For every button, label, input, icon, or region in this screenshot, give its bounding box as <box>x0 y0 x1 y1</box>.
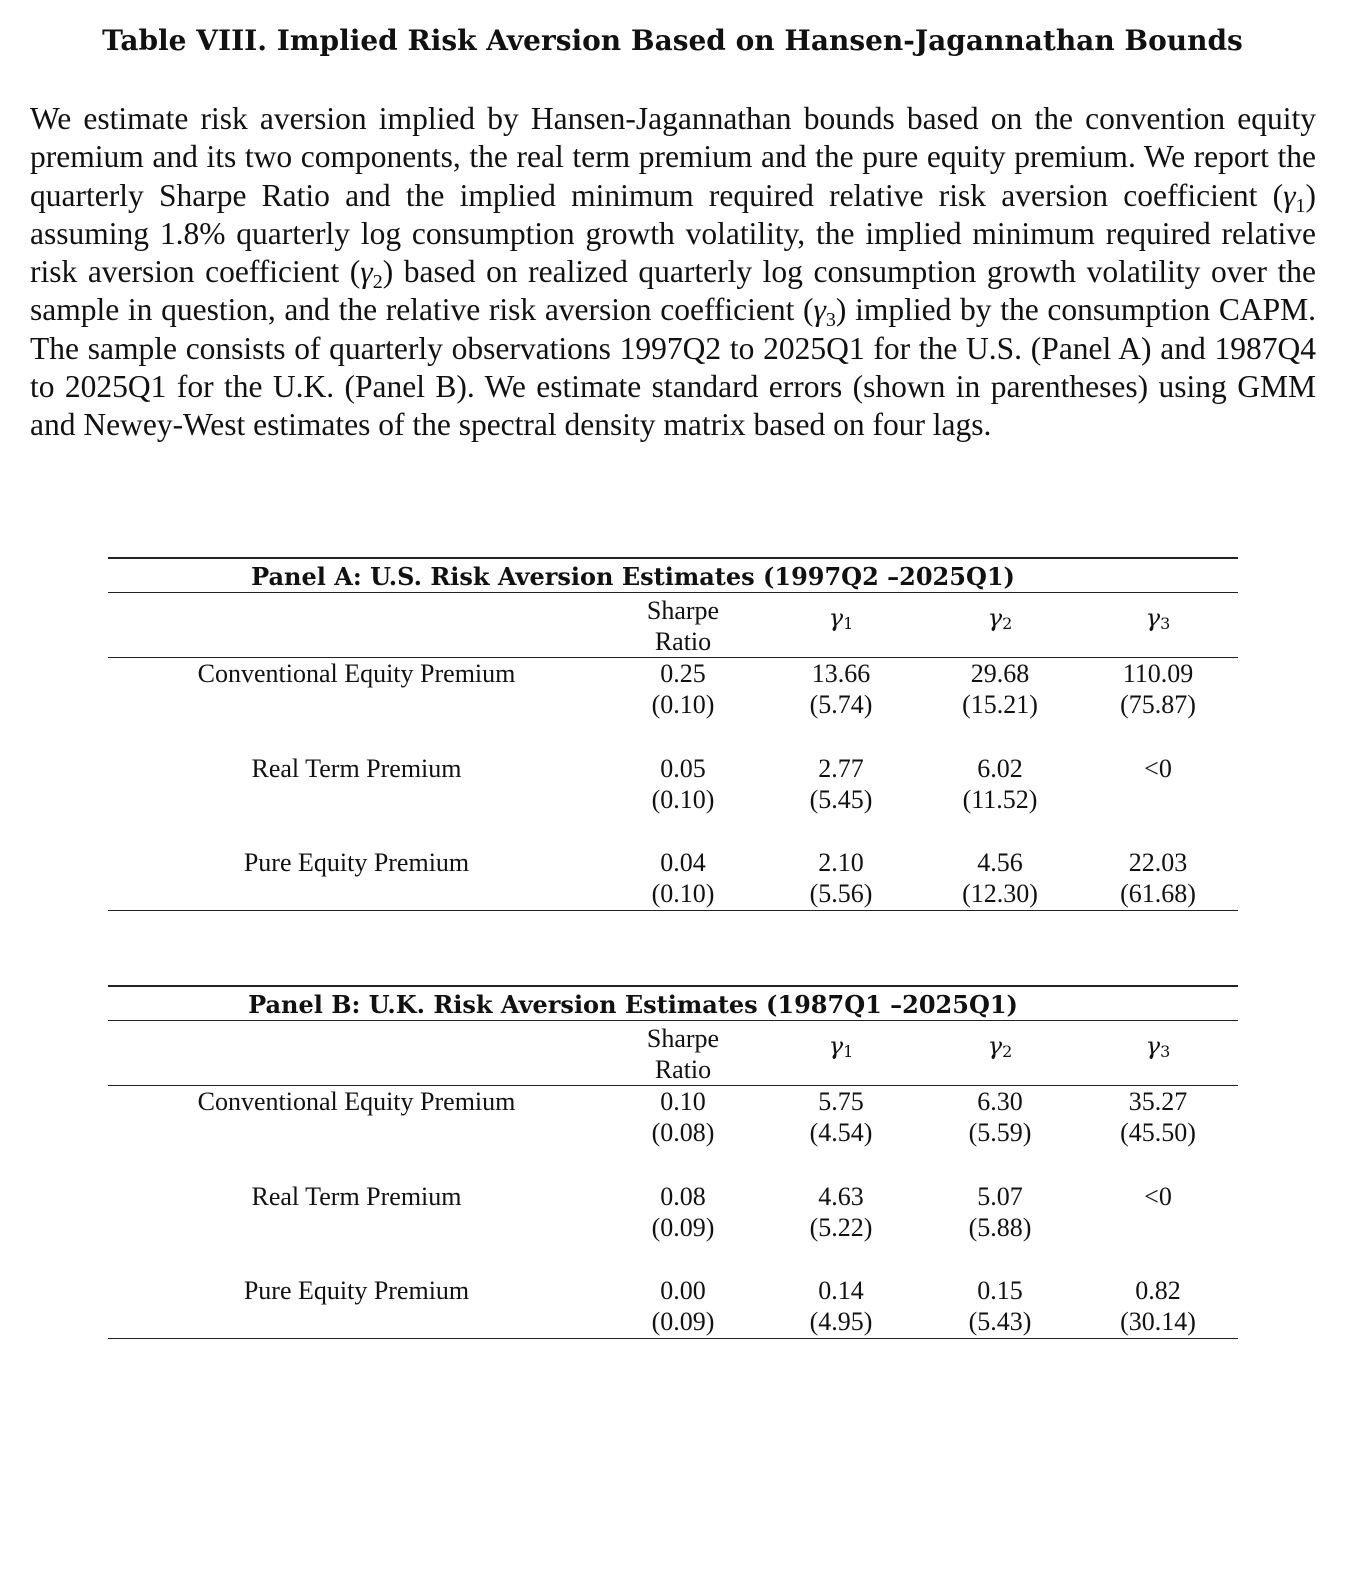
sharpe-cell <box>603 658 763 720</box>
sharpe-header-line-1: Sharpe <box>646 596 720 625</box>
description-part-1: We estimate risk aversion implied by Hansen-Jagannathan bounds based on the convention equity premium and its two components, the real term premium and the pure equity premium. We report the quarterly Sharpe Ratio and the implied minimum required relative risk aversion coefficient ( <box>30 101 1316 213</box>
page-title: Table VIII. Implied Risk Aversion Based on Hansen-Jagannathan Bounds <box>102 24 1243 57</box>
estimate-value: 13.66 <box>811 659 871 688</box>
gamma-3-cell <box>1078 753 1238 784</box>
gamma-2-cell <box>920 1181 1080 1243</box>
gamma-1-header <box>761 1031 921 1062</box>
estimate-value: 5.75 <box>818 1087 864 1116</box>
estimate-value: 0.08 <box>660 1182 706 1211</box>
standard-error: (0.10) <box>651 879 715 908</box>
gamma-1-cell <box>761 847 921 909</box>
row-label: Real Term Premium <box>251 1182 462 1211</box>
gamma-1-header-subscript: 1 <box>843 614 854 633</box>
gamma-1-header <box>761 603 921 634</box>
gamma-1-header-subscript: 1 <box>843 1042 854 1061</box>
standard-error: (0.10) <box>651 690 715 719</box>
standard-error: (0.10) <box>651 785 715 814</box>
description-part-2: ) assuming 1.8% quarterly log consumption growth volatility, the implied minimum required relative risk aversion coefficient ( <box>30 177 1316 290</box>
gamma-2-subscript: 2 <box>372 271 383 294</box>
standard-error: (5.45) <box>809 785 873 814</box>
estimate-value: 0.00 <box>660 1276 706 1305</box>
sharpe-ratio-header <box>603 1023 763 1085</box>
sharpe-ratio-header <box>603 595 763 657</box>
gamma-3-cell <box>1078 847 1238 909</box>
estimate-value: 4.56 <box>977 848 1023 877</box>
row-label: Real Term Premium <box>251 754 462 783</box>
standard-error: (5.56) <box>809 879 873 908</box>
gamma-2-cell <box>920 753 1080 815</box>
estimate-value: 0.04 <box>660 848 706 877</box>
standard-error: (5.22) <box>809 1213 873 1242</box>
gamma-3-header-subscript: 3 <box>1160 1042 1171 1061</box>
gamma-1-cell <box>761 1086 921 1148</box>
standard-error: (4.54) <box>809 1118 873 1147</box>
estimate-value: <0 <box>1144 1182 1172 1211</box>
standard-error: (0.09) <box>651 1307 715 1336</box>
gamma-2-header-subscript: 2 <box>1002 614 1013 633</box>
estimate-value: 5.07 <box>977 1182 1023 1211</box>
standard-error: (5.43) <box>968 1307 1032 1336</box>
sharpe-cell <box>603 847 763 909</box>
gamma-2-cell <box>920 1086 1080 1148</box>
description-part-3: ) based on realized quarterly log consumption growth volatility over the sample in question, and the relative risk aversion coefficient ( <box>30 254 1316 328</box>
row-label: Conventional Equity Premium <box>197 659 516 688</box>
standard-error: (15.21) <box>962 690 1038 719</box>
estimate-value: 22.03 <box>1128 848 1188 877</box>
estimate-value: 0.10 <box>660 1087 706 1116</box>
row-label: Pure Equity Premium <box>243 848 470 877</box>
panel-b-body <box>108 1086 1238 1338</box>
sharpe-header-line-2: Ratio <box>654 1055 712 1084</box>
standard-error: (5.59) <box>968 1118 1032 1147</box>
gamma-1-cell <box>761 658 921 720</box>
row-label: Conventional Equity Premium <box>197 1087 516 1116</box>
table-row <box>108 1086 1238 1150</box>
gamma-3-cell <box>1078 1275 1238 1337</box>
panel-a-column-header <box>108 593 1238 657</box>
standard-error: (5.88) <box>968 1213 1032 1242</box>
estimate-value: 29.68 <box>970 659 1030 688</box>
table-row <box>108 1181 1238 1245</box>
sharpe-cell <box>603 1275 763 1337</box>
sharpe-header-line-2: Ratio <box>654 627 712 656</box>
estimate-value: 0.25 <box>660 659 706 688</box>
panel-a-title: Panel A: U.S. Risk Aversion Estimates (1997Q2 –2025Q1) <box>251 562 1015 591</box>
table-row <box>108 753 1238 817</box>
standard-error: (45.50) <box>1120 1118 1196 1147</box>
gamma-3-symbol: γ <box>813 292 826 328</box>
gamma-2-header-subscript: 2 <box>1002 1042 1013 1061</box>
gamma-3-cell <box>1078 658 1238 720</box>
estimate-value: 4.63 <box>818 1182 864 1211</box>
gamma-2-cell <box>920 658 1080 720</box>
table-row <box>108 658 1238 722</box>
gamma-3-cell <box>1078 1086 1238 1148</box>
gamma-3-header-subscript: 3 <box>1160 614 1171 633</box>
estimate-value: 2.77 <box>818 754 864 783</box>
table-row <box>108 1275 1238 1339</box>
gamma-1-cell <box>761 1275 921 1337</box>
gamma-2-symbol: γ <box>360 254 373 290</box>
gamma-2-cell <box>920 847 1080 909</box>
standard-error: (75.87) <box>1120 690 1196 719</box>
gamma-2-header-symbol: γ <box>987 1032 1003 1060</box>
sharpe-cell <box>603 1086 763 1148</box>
estimate-value: 110.09 <box>1122 659 1194 688</box>
gamma-2-header <box>920 603 1080 634</box>
estimate-value: 35.27 <box>1128 1087 1188 1116</box>
standard-error: (0.09) <box>651 1213 715 1242</box>
standard-error: (0.08) <box>651 1118 715 1147</box>
gamma-3-header-symbol: γ <box>1145 1032 1161 1060</box>
gamma-2-cell <box>920 1275 1080 1337</box>
gamma-1-subscript: 1 <box>1295 194 1306 217</box>
gamma-2-header-symbol: γ <box>987 604 1003 632</box>
gamma-1-header-symbol: γ <box>828 1032 844 1060</box>
panel-a-body <box>108 658 1238 910</box>
estimate-value: 6.30 <box>977 1087 1023 1116</box>
gamma-1-cell <box>761 1181 921 1243</box>
gamma-3-header <box>1078 1031 1238 1062</box>
table-description <box>30 100 1316 445</box>
sharpe-cell <box>603 1181 763 1243</box>
estimate-value: 0.15 <box>977 1276 1023 1305</box>
gamma-3-cell <box>1078 1181 1238 1212</box>
panel-a-table <box>108 557 1238 911</box>
standard-error: (30.14) <box>1120 1307 1196 1336</box>
row-label: Pure Equity Premium <box>243 1276 470 1305</box>
standard-error: (11.52) <box>962 785 1038 814</box>
gamma-1-cell <box>761 753 921 815</box>
gamma-2-header <box>920 1031 1080 1062</box>
table-row <box>108 847 1238 911</box>
panel-b-table <box>108 985 1238 1339</box>
standard-error: (5.74) <box>809 690 873 719</box>
gamma-3-subscript: 3 <box>825 309 836 332</box>
panel-b-column-header <box>108 1021 1238 1085</box>
estimate-value: 2.10 <box>818 848 864 877</box>
gamma-3-header-symbol: γ <box>1145 604 1161 632</box>
sharpe-header-line-1: Sharpe <box>646 1024 720 1053</box>
gamma-3-header <box>1078 603 1238 634</box>
estimate-value: 6.02 <box>977 754 1023 783</box>
estimate-value: 0.14 <box>818 1276 864 1305</box>
standard-error: (12.30) <box>962 879 1038 908</box>
standard-error: (61.68) <box>1120 879 1196 908</box>
panel-b-title: Panel B: U.K. Risk Aversion Estimates (1987Q1 –2025Q1) <box>248 990 1018 1019</box>
gamma-1-symbol: γ <box>1283 177 1296 213</box>
description-part-4: ) implied by the consumption CAPM. The sample consists of quarterly observations 1997Q2 to 2025Q1 for the U.S. (Panel A) and 1987Q4 to 2025Q1 for the U.K. (Panel B). We estimate standard errors (shown in parentheses) using GMM and Newey-West estimates of the spectral density matrix based on four lags. <box>30 292 1316 443</box>
estimate-value: 0.82 <box>1135 1276 1181 1305</box>
estimate-value: <0 <box>1144 754 1172 783</box>
estimate-value: 0.05 <box>660 754 706 783</box>
standard-error: (4.95) <box>809 1307 873 1336</box>
gamma-1-header-symbol: γ <box>828 604 844 632</box>
sharpe-cell <box>603 753 763 815</box>
